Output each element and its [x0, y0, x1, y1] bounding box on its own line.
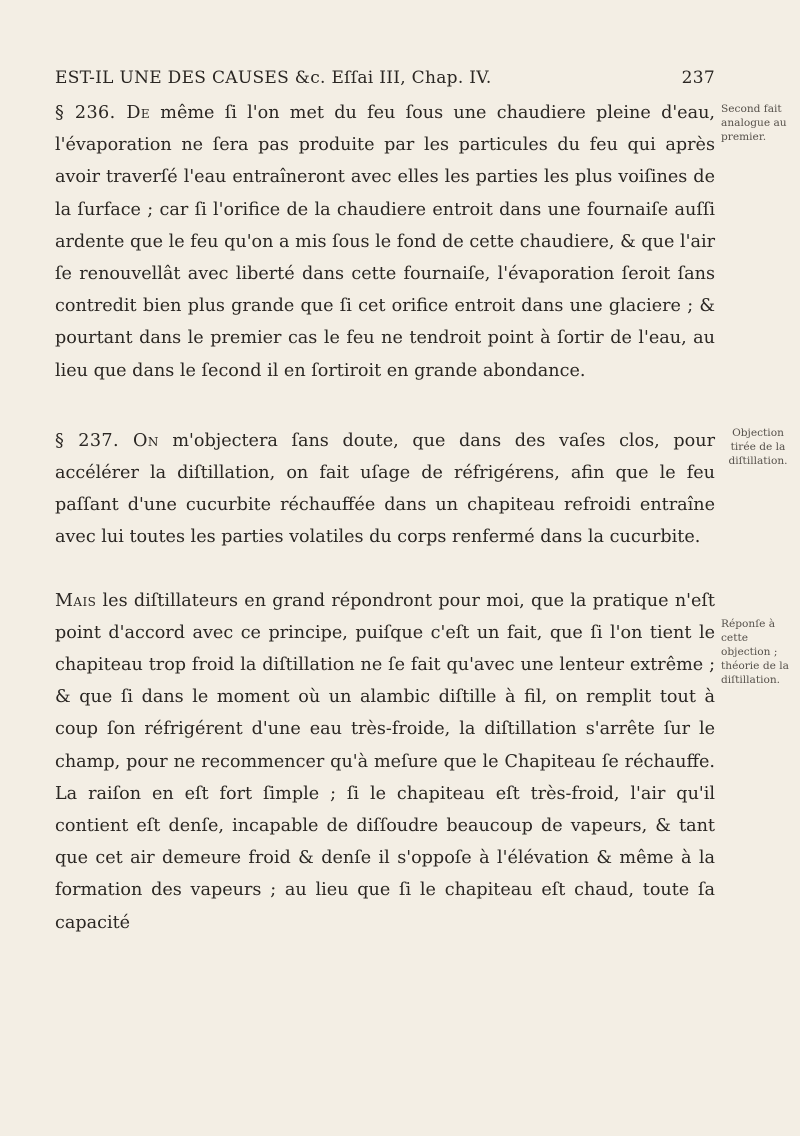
page-number: 237	[681, 68, 715, 88]
paragraph-text: même ſi l'on met du feu ſous une chaudiere pleine d'eau, l'évaporation ne ſera pas produite par les particules du feu qui après avoir traverſé l'eau entraîneront avec elles les parties les plus voiſines de la ſurface ; car ſi l'orifice de la chaudiere entroit dans une fournaiſe auſſi ardente que le feu qu'on a mis ſous le fond de cette chaudiere, & que l'air ſe renouvellât avec liberté dans cette fournaiſe, l'évaporation ſeroit ſans contredit bien plus grande que ſi cet orifice entroit dans une glaciere ; & pourtant dans le premier cas le feu ne tendroit point à ſortir de l'eau, au lieu que dans le ſecond il en ſortiroit en grande abondance.	[55, 103, 715, 381]
running-title: EST-IL UNE DES CAUSES &c. Eſſai III, Chap. IV.	[55, 68, 492, 88]
margin-note-1: Second fait analogue au premier.	[721, 103, 787, 143]
section-lead: § 237. On	[55, 430, 159, 451]
margin-note-2: Objection tirée de la diſtillation.	[728, 427, 788, 467]
paragraph-text: m'objectera ſans doute, que dans des vaſes clos, pour accélérer la diſtillation, on fait uſage de réfrigérens, afin que le feu paſſant d'une cucurbite réchauffée dans un chapiteau refroidi entraîne avec lui toutes les parties volatiles du corps renfermé dans la cucurbite.	[55, 430, 715, 548]
section-lead: Mais	[55, 590, 97, 611]
paragraph-spacer	[55, 387, 715, 425]
paragraph-237	[55, 425, 715, 554]
main-text-column	[55, 97, 715, 939]
section-lead: § 236. De	[55, 103, 150, 123]
paragraph-mais	[55, 585, 715, 939]
paragraph-spacer	[55, 554, 715, 585]
paragraph-236	[55, 97, 715, 387]
paragraph-text: les diſtillateurs en grand répondront pour moi, que la pratique n'eſt point d'accord avec ce principe, puiſque c'eſt un fait, que ſi l'on tient le chapiteau trop froid la diſtillation ne ſe fait qu'avec une lenteur extrême ; & que ſi dans le moment où un alambic diſtille à fil, on remplit tout à coup ſon réfrigérent d'une eau très-froide, la diſtillation s'arrête ſur le champ, pour ne recommencer qu'à meſure que le Chapiteau ſe réchauffe. La raiſon en eſt fort ſimple ; ſi le chapiteau eſt très-froid, l'air qu'il contient eſt denſe, incapable de diſſoudre beaucoup de vapeurs, & tant que cet air demeure froid & denſe il s'oppoſe à l'élévation & même à la formation des vapeurs ; au lieu que ſi le chapiteau eſt chaud, toute ſa capacité	[55, 590, 715, 933]
page-header	[55, 68, 715, 88]
margin-note-3: Réponſe à cette objection ; théorie de la diſtillation.	[721, 618, 789, 686]
